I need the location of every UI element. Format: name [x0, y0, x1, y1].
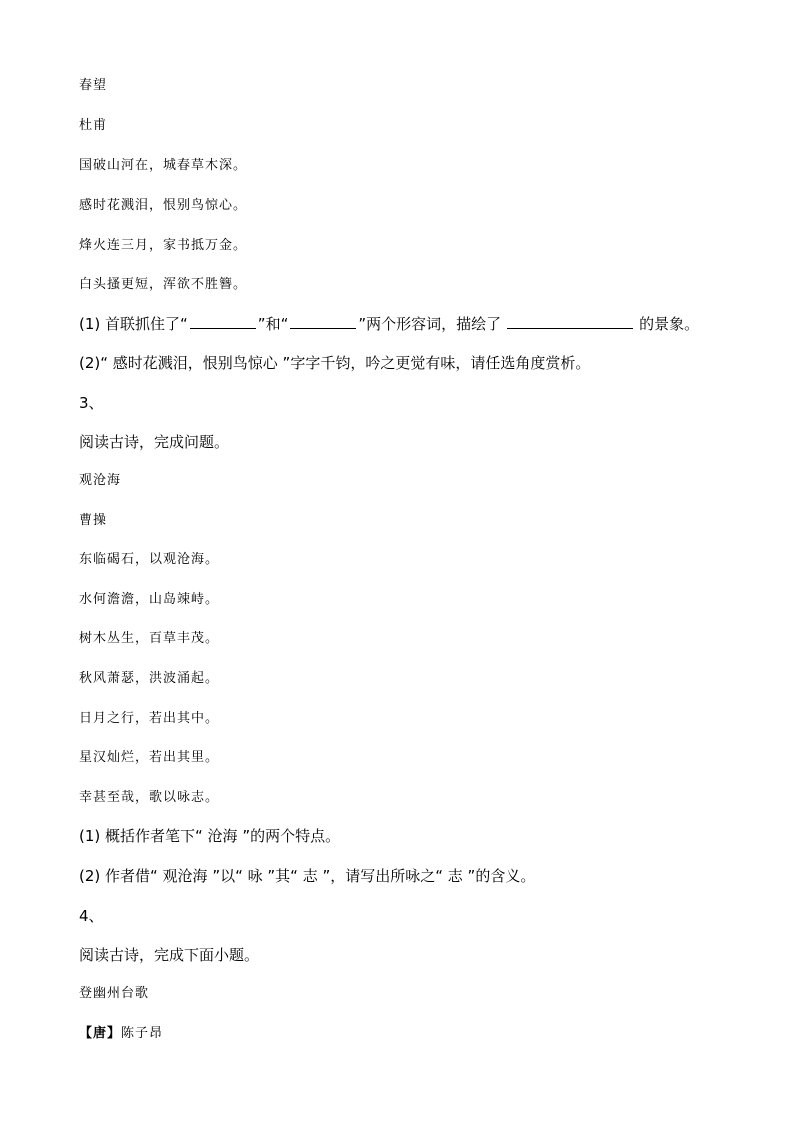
dynasty-label: 【唐】: [79, 1026, 122, 1041]
poem-line: 星汉灿烂，若出其里。: [79, 750, 220, 765]
poem-line: 水何澹澹，山岛竦峙。: [79, 592, 220, 607]
poem-line: 感时花溅泪，恨别鸟惊心。: [79, 198, 248, 213]
question-1: [79, 314, 699, 334]
poem-line: 树木丛生，百草丰茂。: [79, 631, 220, 646]
question-text: ”和“: [257, 315, 289, 333]
section-number: 4、: [79, 907, 104, 925]
poem-title: 登幽州台歌: [79, 986, 150, 1001]
answer-blank[interactable]: [507, 314, 633, 329]
question-text: (1) 首联抓住了“: [79, 315, 188, 333]
poem-title: 观沧海: [79, 473, 122, 488]
poem-line: 国破山河在，城春草木深。: [79, 158, 248, 173]
poem-author: 曹操: [79, 513, 108, 528]
question-2: (2) 作者借“ 观沧海 ”以“ 咏 ”其“ 志 ”，请写出所咏之“ 志 ”的含义。: [79, 867, 536, 885]
section-number: 3、: [79, 394, 104, 412]
poem-line: 白头搔更短，浑欲不胜簪。: [79, 277, 248, 292]
poem-line: 秋风萧瑟，洪波涌起。: [79, 671, 220, 686]
section-instruction: 阅读古诗，完成下面小题。: [79, 946, 260, 964]
poem-author: [79, 1024, 163, 1044]
question-text: 的景象。: [639, 315, 700, 333]
poem-line: 烽火连三月，家书抵万金。: [79, 238, 248, 253]
section-instruction: 阅读古诗，完成问题。: [79, 433, 230, 451]
answer-blank[interactable]: [190, 314, 256, 329]
author-name: 陈子昂: [121, 1026, 164, 1041]
question-text: ”两个形容词，描绘了: [358, 315, 502, 333]
poem-title: 春望: [79, 78, 108, 93]
question-1: (1) 概括作者笔下“ 沧海 ”的两个特点。: [79, 827, 341, 845]
poem-line: 日月之行，若出其中。: [79, 711, 220, 726]
poem-line: 东临碣石，以观沧海。: [79, 552, 220, 567]
poem-author: 杜甫: [79, 118, 108, 133]
poem-line: 幸甚至哉，歌以咏志。: [79, 790, 220, 805]
answer-blank[interactable]: [290, 314, 356, 329]
question-2: (2)“ 感时花溅泪，恨别鸟惊心 ”字字千钧，吟之更觉有味，请任选角度赏析。: [79, 354, 591, 372]
